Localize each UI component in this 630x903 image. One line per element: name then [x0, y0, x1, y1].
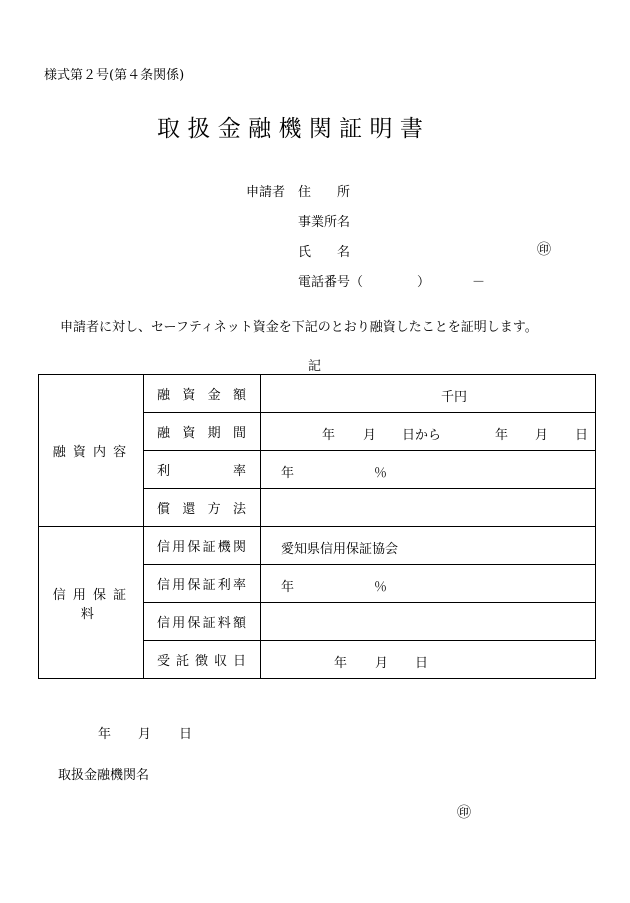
address-label: 住 所 — [298, 185, 351, 200]
collection-date-field[interactable] — [261, 641, 596, 679]
guarantee-rate-label: 信用保証利率 — [144, 565, 261, 603]
loan-period-field[interactable] — [261, 413, 596, 451]
section-guarantee-fee: 信用保証料 — [39, 527, 144, 679]
guarantee-rate-field[interactable] — [261, 565, 596, 603]
section-loan-content: 融資内容 — [39, 375, 144, 527]
period-end-year: 年 — [495, 428, 509, 443]
footer-year: 年 — [98, 727, 112, 742]
applicant-label: 申請者 — [246, 185, 286, 200]
period-start-year: 年 — [322, 428, 336, 443]
rate-percent: ％ — [374, 466, 388, 481]
ki-label: 記 — [308, 359, 322, 374]
institution-label: 取扱金融機関名 — [58, 768, 150, 783]
guarantee-rate-percent: ％ — [374, 580, 388, 595]
institution-seal-mark: ㊞ — [457, 805, 471, 821]
interest-rate-field[interactable] — [261, 451, 596, 489]
guarantee-rate-year: 年 — [281, 580, 295, 595]
interest-rate-label: 利 率 — [144, 451, 261, 489]
amount-unit: 千円 — [441, 390, 468, 405]
form-number: 様式第２号(第４条関係) — [44, 68, 185, 83]
guarantor-field[interactable] — [261, 527, 596, 565]
loan-amount-label: 融資金額 — [144, 375, 261, 413]
loan-details-table — [38, 374, 596, 679]
rate-year: 年 — [281, 466, 295, 481]
name-label: 氏 名 — [298, 245, 351, 260]
phone-close-paren: ） — [417, 275, 431, 290]
period-start-day: 日から — [402, 428, 442, 443]
guarantee-fee-field[interactable] — [261, 603, 596, 641]
repayment-method-field[interactable] — [261, 489, 596, 527]
phone-dash: － — [472, 275, 486, 290]
footer-month: 月 — [138, 727, 152, 742]
guarantor-value: 愛知県信用保証協会 — [281, 542, 399, 557]
collection-date-label: 受託徴収日 — [144, 641, 261, 679]
document-title: 取扱金融機関証明書 — [157, 116, 431, 142]
collection-month: 月 — [375, 656, 389, 671]
statement-text: 申請者に対し、セーフティネット資金を下記のとおり融資したことを証明します。 — [60, 320, 538, 335]
footer-day: 日 — [179, 727, 193, 742]
period-end-day: 日 — [575, 428, 589, 443]
loan-amount-field[interactable] — [261, 375, 596, 413]
guarantee-fee-label: 信用保証料額 — [144, 603, 261, 641]
guarantor-label: 信用保証機関 — [144, 527, 261, 565]
seal-mark: ㊞ — [537, 242, 551, 258]
phone-label: 電話番号（ — [298, 275, 364, 290]
repayment-method-label: 償還方法 — [144, 489, 261, 527]
collection-day: 日 — [415, 656, 429, 671]
collection-year: 年 — [334, 656, 348, 671]
period-end-month: 月 — [535, 428, 549, 443]
business-name-label: 事業所名 — [298, 215, 351, 230]
loan-period-label: 融資期間 — [144, 413, 261, 451]
period-start-month: 月 — [363, 428, 377, 443]
